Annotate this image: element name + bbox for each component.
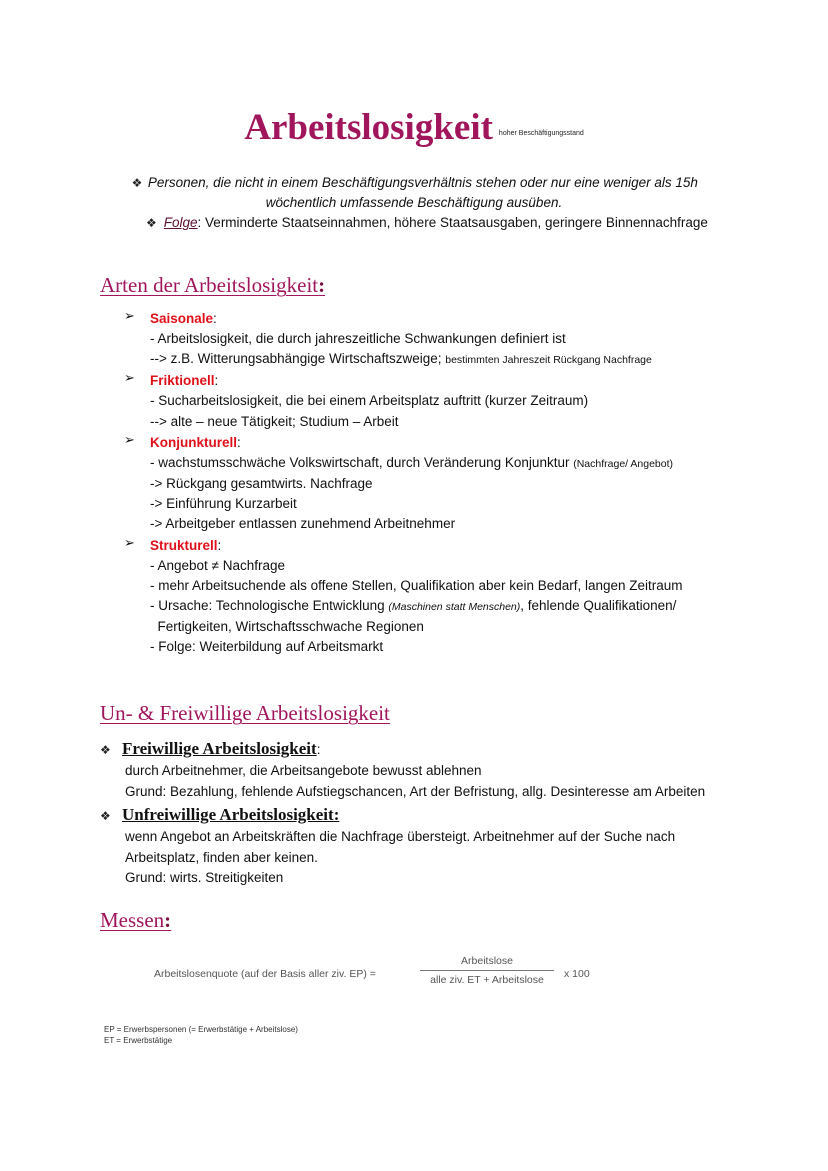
category-line-note: (Nachfrage/ Angebot)	[573, 457, 674, 470]
title-note: hoher Beschäftigungsstand	[498, 130, 584, 137]
definition-line-2: wöchentlich umfassende Beschäftigung ausüben.	[265, 195, 563, 210]
item-line: durch Arbeitnehmer, die Arbeitsangebote bewusst ablehnen	[125, 763, 482, 778]
folge-text: : Verminderte Staatseinnahmen, höhere Staatsausgaben, geringere Binnennachfrage	[197, 215, 708, 230]
category-line: -> Arbeitgeber entlassen zunehmend Arbeitnehmer	[150, 516, 456, 532]
formula-numerator: Arbeitslose	[420, 955, 554, 971]
category-line-text: --> z.B. Witterungsabhängige Wirtschaftszweige;	[150, 351, 446, 367]
diamond-bullet-icon: ❖	[100, 809, 111, 823]
list-item-strukturell: ➢ Strukturell: - Angebot ≠ Nachfrage - mehr Arbeitsuchende als offene Stellen, Qualifikation aber kein Bedarf, langen Zeitraum - Ursache: Technologische Entwicklung (Maschinen statt Menschen), fehlende Qualifikationen/ Fertigkeiten, Wirtschaftsschwache Regionen - Folge: Weiterbildung auf Arbeitsmarkt	[124, 535, 764, 658]
category-line: --> alte – neue Tätigkeit; Studium – Arbeit	[150, 413, 399, 429]
category-line: - mehr Arbeitsuchende als offene Stellen, Qualifikation aber kein Bedarf, langen Zeitraum	[150, 577, 683, 593]
item-line: Arbeitsplatz, finden aber keinen.	[125, 849, 318, 865]
category-line: Fertigkeiten, Wirtschaftsschwache Regionen	[150, 619, 424, 635]
section-heading-arten	[100, 273, 325, 298]
diamond-bullet-icon: ❖	[131, 176, 143, 190]
legend-ep: EP = Erwerbspersonen (= Erwerbstätige + Arbeitslose)	[104, 1025, 298, 1034]
category-line: - Sucharbeitslosigkeit, die bei einem Arbeitsplatz auftritt (kurzer Zeitraum)	[150, 393, 589, 409]
arrow-bullet-icon: ➢	[124, 308, 135, 323]
heading-colon: :	[164, 908, 172, 932]
item-line: Grund: wirts. Streitigkeiten	[125, 870, 284, 885]
category-line-text: - wachstumsschwäche Volkswirtschaft, durch Veränderung Konjunktur	[150, 454, 574, 470]
arrow-bullet-icon: ➢	[124, 534, 135, 550]
category-line: -> Rückgang gesamtwirts. Nachfrage	[150, 476, 373, 492]
definition-line-1: Personen, die nicht in einem Beschäftigungsverhältnis stehen oder nur eine weniger als 15h	[147, 175, 698, 190]
definition-bullet	[0, 173, 828, 213]
section-heading-messen-text: Messen	[100, 908, 165, 932]
arrow-bullet-icon: ➢	[124, 431, 135, 447]
category-line: - Angebot ≠ Nachfrage	[150, 557, 285, 573]
page-title: Arbeitslosigkeit	[244, 107, 493, 148]
un-freiwillig-list	[100, 738, 750, 889]
category-line-note: (Maschinen statt Menschen)	[388, 601, 521, 614]
item-title: Freiwillige Arbeitslosigkeit	[122, 739, 317, 758]
list-item-friktionell: ➢ Friktionell: - Sucharbeitslosigkeit, die bei einem Arbeitsplatz auftritt (kurzer Zeitraum) --> alte – neue Tätigkeit; Studium – Arbeit	[124, 370, 764, 431]
item-colon: :	[316, 742, 321, 757]
category-line	[150, 596, 764, 617]
arten-list	[124, 308, 764, 658]
diamond-bullet-icon: ❖	[146, 216, 157, 230]
legend-et: ET = Erwerbstätige	[104, 1036, 173, 1045]
category-title: Friktionell	[150, 373, 215, 389]
item-title: Unfreiwillige Arbeitslosigkeit:	[122, 805, 340, 824]
category-line	[150, 349, 764, 370]
category-line-text: - Ursache: Technologische Entwicklung	[150, 598, 389, 614]
formula-fraction	[420, 955, 554, 986]
category-line: -> Einführung Kurzarbeit	[150, 496, 297, 512]
folge-label: Folge	[163, 215, 198, 230]
page-title-block	[0, 106, 828, 149]
item-line: Grund: Bezahlung, fehlende Aufstiegschancen, Art der Befristung, allg. Desinteresse am Arbeiten	[125, 783, 706, 799]
section-heading-un-freiwillig: Un- & Freiwillige Arbeitslosigkeit	[100, 701, 390, 725]
list-item-saisonal: ➢ Saisonale: - Arbeitslosigkeit, die durch jahreszeitliche Schwankungen definiert ist --> z.B. Witterungsabhängige Wirtschaftszweige; bestimmten Jahreszeit Rückgang Nachfrage	[124, 308, 764, 370]
formula-legend	[104, 1024, 298, 1046]
category-title: Saisonale	[150, 311, 214, 326]
category-line: - Arbeitslosigkeit, die durch jahreszeitliche Schwankungen definiert ist	[150, 331, 566, 346]
formula-denominator: alle ziv. ET + Arbeitslose	[430, 974, 544, 986]
section-heading-messen	[100, 908, 171, 933]
formula-label: Arbeitslosenquote (auf der Basis aller ziv. EP) =	[154, 968, 376, 980]
arrow-bullet-icon: ➢	[124, 370, 135, 386]
category-line-text: , fehlende Qualifikationen/	[520, 598, 677, 614]
formula-multiplier: x 100	[564, 968, 590, 980]
category-title: Konjunkturell	[150, 434, 237, 450]
heading-colon: :	[318, 273, 326, 297]
diamond-bullet-icon: ❖	[100, 743, 111, 757]
item-line: wenn Angebot an Arbeitskräften die Nachfrage übersteigt. Arbeitnehmer auf der Suche nach	[125, 829, 676, 844]
category-line	[150, 453, 764, 474]
category-title: Strukturell	[150, 537, 218, 553]
list-item-freiwillig	[100, 738, 750, 761]
category-line: - Folge: Weiterbildung auf Arbeitsmarkt	[150, 639, 384, 655]
category-line-note: bestimmten Jahreszeit Rückgang Nachfrage	[445, 354, 652, 367]
section-heading-arten-text: Arten der Arbeitslosigkeit	[100, 273, 319, 297]
list-item-unfreiwillig	[100, 804, 750, 827]
folge-bullet	[146, 213, 806, 233]
list-item-konjunkturell: ➢ Konjunkturell: - wachstumsschwäche Volkswirtschaft, durch Veränderung Konjunktur (Nachfrage/ Angebot) -> Rückgang gesamtwirts. Nachfrage -> Einführung Kurzarbeit -> Arbeitgeber entlassen zunehmend Arbeitnehmer	[124, 432, 764, 535]
